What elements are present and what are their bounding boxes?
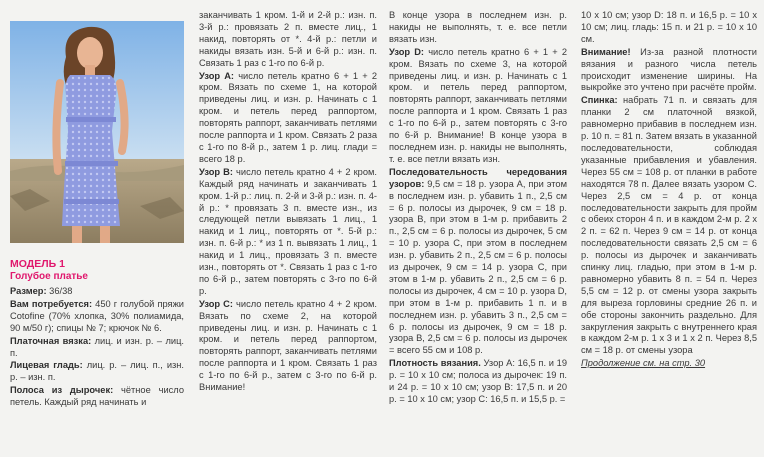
paragraph: Вам потребуется: 450 г голубой пряжи Cotofine (70% хлопка, 30% полиамида, 90 м/50 г); спицы № 7; крючок № 6. (10, 298, 184, 333)
paragraph: Полоса из дырочек: чётное число петель. Каждый ряд начинать и (10, 385, 184, 408)
paragraph: заканчивать 1 кром. 1-й и 2-й р.: изн. п. 3-й р.: провязать 2 п. вместе лиц., 1 накид, повторять от *. 4-й р.: петли и накиды вязать изн. 5-й и 6-й р.: изн. п. Связать 1 раз с 1-го по 6-й р. (199, 10, 377, 68)
paragraph: Лицевая гладь: лиц. р. – лиц. п., изн. р. – изн. п. (10, 360, 184, 383)
paragraph: Платочная вязка: лиц. и изн. р. – лиц. п. (10, 335, 184, 358)
paragraph: Узор D: число петель кратно 6 + 1 + 2 кром. Вязать по схеме 3, на которой приведены лиц. и изн. р. Начинать с 1 кром. и петель перед раппортом, повторять раппорт, заканчивать петлями после раппорта и 1 кром. Связать 1 раз с 1-го по 6-й р., затем повторять с 3-го по 6-й р. Внимание! В конце узора в последнем изн. р. накиды не выполнять, т. е. все петли вязать изн. (389, 46, 567, 164)
model-photo (10, 21, 184, 243)
paragraph: Последовательность чередования узоров: 9,5 см = 18 р. узора A, при этом в последнем изн. р. убавить 1 п., 2,5 см = 6 р. полосы из дырочек, 9 см = 18 р. узора B, при этом в 1-м р. прибавить 2 п., 2,5 см = 6 р. полосы из дырочек, 5 см = 10 р. узора C, при этом в последнем изн. р. убавить 2 п., 2,5 см = 6 р. полосы из дырочек, 9 см = 14 р. узора C, при этом в 1-м р. убавить 2 п., 2,5 см = 6 р. полосы из дырочек, 4 см = 10 р. узора D, при этом в 1-м р. прибавить 1 п. и в последнем изн. р. убавить 3 п., 2,5 см = 6 р. полосы из дырочек, 9 см = 18 р. узора B, 2,5 см = 6 р. полосы из дырочек = всего 55 см и 108 р. (389, 166, 567, 356)
paragraph: Плотность вязания. Узор A: 16,5 п. и 19 р. = 10 х 10 см; полоса из дырочек: 19 п. и 24 р. = 10 х 10 см; узор B: 17,5 п. и 20 р. = 10 х 10 см; узор C: 16,5 п. и 15,5 р. = (389, 358, 567, 404)
paragraph: Узор B: число петель кратно 4 + 2 кром. Каждый ряд начинать и заканчивать 1 кром. 1-й р.: лиц. п. 2-й и 3-й р.: изн. п. 4-й р.: * провязать 3 п. вместе изн., из следующей петли вывязать 1 лиц., 1 накид и 1 лиц., повторять от *. 5-й р.: изн. п. 6-й р.: * из 1 п. вывязать 1 лиц., 1 накид и 1 лиц., провязать 3 п. вместе изн., повторять от *. Связать 1 раз с 1-го по 6-й р., затем повторять с 3-го по 6-й р. (199, 166, 377, 296)
paragraph: Узор C: число петель кратно 4 + 2 кром. Вязать по схеме 2, на которой приведены лиц. и изн. р. Начинать с 1 кром. и петель перед раппортом, повторять раппорт, заканчивать петлями после раппорта и 1 кром. Связать 1 раз с 1-го по 6-й р., затем с 3-го по 6-й р. Внимание! (199, 298, 377, 393)
text-column-1 (10, 258, 184, 410)
text-column-4 (581, 10, 757, 371)
paragraph: Размер: 36/38 (10, 286, 73, 296)
paragraph: В конце узора в последнем изн. р. накиды не выполнять, т. е. все петли вязать изн. (389, 10, 567, 44)
text-column-2 (199, 10, 377, 395)
text-column-3 (389, 10, 567, 407)
paragraph: Спинка: набрать 71 п. и связать для планки 2 см платочной вязкой, равномерно прибавив в последнем изн. р. 10 п. = 81 п. Затем вязать в указанной последовательности, соблюдая указанные прибавления и убавления. Через 55 см = 108 р. от планки в работе находятся 78 п. Далее вязать узором C. Через 2,5 см = 4 р. от конца последовательности закрыть для пройм с обеих сторон 4 п. и в каждом 2-м р. 2 х 2 п. = 62 п. Через 9 см = 14 р. от конца последовательности связать 2,5 см = 6 р. полосы из дырочек и заканчивать спинку лиц. гладью, при этом в 1-м р. равномерно убавить 8 п. = 54 п. Через 5,5 см = 12 р. от смены узора закрыть для выреза горловины средние 26 п. и обе стороны закончить раздельно. Для закругления закрыть с внутреннего края в каждом 2-м р. 1 х 3 и 1 х 2 п. Через 8,5 см = 18 р. от смены узора (581, 95, 757, 356)
continuation-note: Продолжение см. на стр. 30 (581, 358, 706, 369)
paragraph: Узор A: число петель кратно 6 + 1 + 2 кром. Вязать по схеме 1, на которой приведены лиц. и изн. р. Начинать с 1 кром. и петель перед раппортом, повторять раппорт, заканчивать петлями после раппорта и 1 кром. Связать 2 раза с 1-го по 8-й р., затем 1 р. лиц. глади = всего 18 р. (199, 70, 377, 164)
paragraph: 10 х 10 см; узор D: 18 п. и 16,5 р. = 10 х 10 см; лиц. гладь: 15 п. и 21 р. = 10 х 10 см. (581, 10, 757, 44)
model-title: МОДЕЛЬ 1 (10, 258, 65, 270)
model-subtitle: Голубое платье (10, 271, 88, 282)
paragraph: Внимание! Из-за разной плотности вязания и разного числа петель происходит изменение ширины. На выкройке это учтено при расчёте пройм. (581, 46, 757, 93)
